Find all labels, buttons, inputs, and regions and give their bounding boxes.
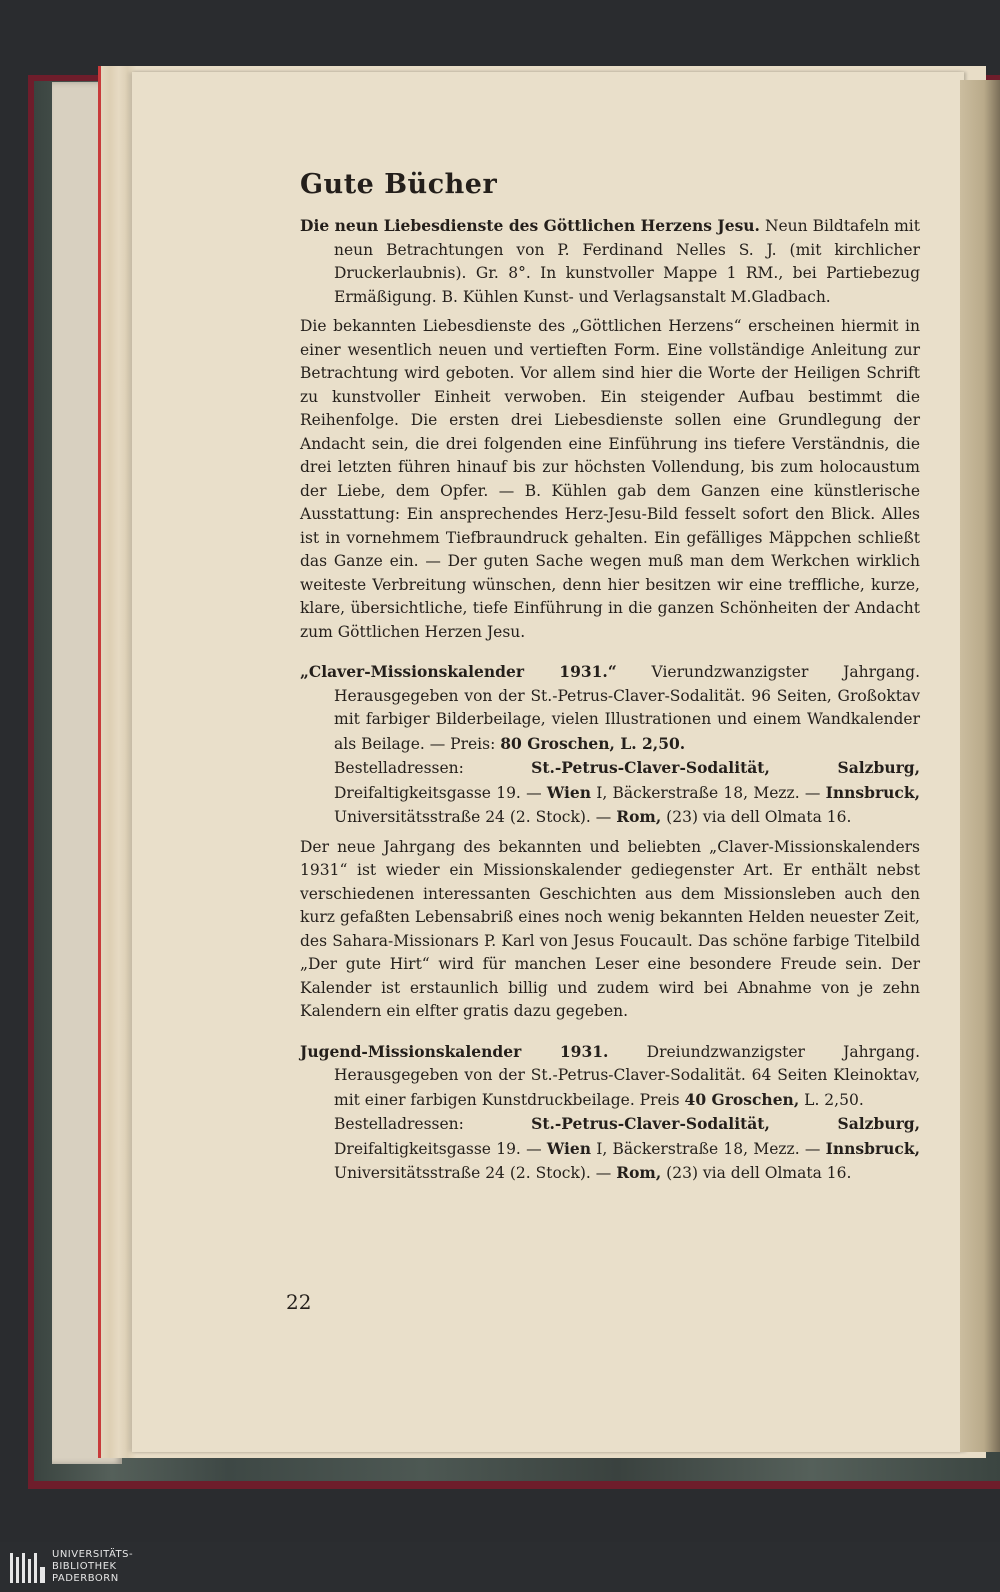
entry-1-details: Neun Bildtafeln mit neun Betrachtungen von P. Ferdinand Nelles S. J. (mit kirchlicher Druckerlaubnis). Gr. 8°. In kunstvoller Mappe 1 RM., bei Partiebezug Ermäßigung. B. Kühlen Kunst- und Verlagsanstalt M.Gladbach. bbox=[334, 217, 920, 306]
library-name-line-3: PADERBORN bbox=[52, 1573, 119, 1584]
entry-3-addr-wien: Wien bbox=[546, 1138, 591, 1158]
page-title: Gute Bücher bbox=[300, 169, 498, 200]
entry-3-addr-innsbruck: Innsbruck, bbox=[825, 1138, 920, 1158]
entry-3-addresses-label: Bestelladressen: bbox=[334, 1115, 464, 1133]
entry-3-title: Jugend-Missionskalender 1931. bbox=[300, 1041, 609, 1061]
entry-2-review: Der neue Jahrgang des bekannten und beliebten „Claver-Missionskalenders 1931“ ist wieder ein Missionskalender gediegenster Art. Er enthält nebst verschiedenen interessanten Geschichten aus dem Missionsleben auch den kurz gefaßten Lebensabriß eines noch wenig bekannten Helden neuester Zeit, des Sahara-Missionars P. Karl von Jesus Foucault. Das schöne farbige Titelbild „Der gute Hirt“ wird für manchen Leser eine besondere Freude sein. Der Kalender ist erstaunlich billig und zudem wird bei Abnahme von je zehn Kalendern ein elfter gratis dazu gegeben. bbox=[300, 837, 920, 1020]
entry-2-addr-3: Universitätsstraße 24 (2. Stock). — bbox=[334, 808, 612, 826]
entry-2-addr-rom: Rom, bbox=[616, 807, 662, 826]
entry-3-header bbox=[300, 1040, 920, 1113]
entry-3-addr-1: Dreifaltigkeitsgasse 19. — bbox=[334, 1139, 542, 1158]
entry-3-price: 40 Groschen, bbox=[684, 1089, 800, 1109]
entry-2-header bbox=[300, 660, 920, 756]
library-logo-icon bbox=[8, 1547, 48, 1587]
entry-2-addr-innsbruck: Innsbruck, bbox=[825, 782, 920, 802]
entry-2-addr-4: (23) via dell Olmata 16. bbox=[666, 808, 852, 826]
entry-2-addresses bbox=[300, 756, 920, 830]
page-number: 22 bbox=[286, 1290, 312, 1314]
entry-3-addr-4: (23) via dell Olmata 16. bbox=[666, 1164, 852, 1182]
page-text bbox=[300, 168, 920, 1186]
entry-2-addresses-label: Bestelladressen: bbox=[334, 759, 464, 777]
entry-3-addresses bbox=[300, 1112, 920, 1186]
entry-3-addr-2: I, Bäckerstraße 18, Mezz. — bbox=[596, 1139, 821, 1158]
entry-2-addr-1: Dreifaltigkeitsgasse 19. — bbox=[334, 783, 542, 802]
entry-2-addr-org: St.-Petrus-Claver-Sodalität, Salzburg, bbox=[531, 758, 920, 777]
entry-1-header bbox=[300, 214, 920, 309]
entry-1-review: Die bekannten Liebesdienste des „Göttlichen Herzens“ erscheinen hiermit in einer wesentlich neuen und vertieften Form. Eine vollständige Anleitung zur Betrachtung wird geboten. Vor allem sind hier die Worte der Heiligen Schrift zu kunstvoller Einheit verwoben. Ein steigender Aufbau bestimmt die Reihenfolge. Die ersten drei Liebesdienste sollen eine Grundlegung der Andacht sein, die drei folgenden eine Einführung ins tiefere Verständnis, die drei letzten führen hinauf bis zur höchsten Vollendung, bis zum holocaustum der Liebe, dem Opfer. — B. Kühlen gab dem Ganzen eine künstlerische Ausstattung: Ein ansprechendes Herz-Jesu-Bild fesselt sofort den Blick. Alles ist in vornehmem Tiefbraundruck gehalten. Ein gefälliges Mäppchen schließt das Ganze ein. — Der guten Sache wegen muß man dem Werkchen wirklich weiteste Verbreitung wünschen, denn hier besitzen wir eine treffliche, kurze, klare, übersichtliche, tiefe Einführung in die ganzen Schönheiten der Andacht zum Göttlichen Herzen Jesu. bbox=[300, 317, 920, 641]
library-name-line-2: BIBLIOTHEK bbox=[52, 1561, 117, 1572]
entry-2-details: Vierundzwanzigster Jahrgang. Herausgegeben von der St.-Petrus-Claver-Sodalität. 96 Seiten, Großoktav mit farbiger Bilderbeilage, vielen Illustrationen und einem Wandkalender als Beilage. — Preis: bbox=[334, 663, 920, 753]
entry-1-title: Die neun Liebesdienste des Göttlichen Herzens Jesu. bbox=[300, 216, 760, 235]
entry-3-price-lire: L. 2,50. bbox=[804, 1090, 864, 1109]
next-page-edge bbox=[960, 80, 1000, 1452]
entry-2-addr-2: I, Bäckerstraße 18, Mezz. — bbox=[596, 783, 821, 802]
entry-3-addr-org: St.-Petrus-Claver-Sodalität, Salzburg, bbox=[531, 1114, 920, 1133]
entry-3-addr-rom: Rom, bbox=[616, 1163, 662, 1182]
library-logo[interactable] bbox=[8, 1547, 208, 1587]
entry-2-addr-wien: Wien bbox=[546, 782, 591, 802]
entry-2-price: 80 Groschen, L. 2,50. bbox=[500, 733, 686, 753]
library-name bbox=[52, 1549, 133, 1585]
entry-3-details: Dreiundzwanzigster Jahrgang. Herausgegeben von der St.-Petrus-Claver-Sodalität. 64 Seiten Kleinoktav, mit einer farbigen Kunstdruckbeilage. Preis bbox=[334, 1042, 920, 1109]
entry-3-addr-3: Universitätsstraße 24 (2. Stock). — bbox=[334, 1164, 612, 1182]
entry-2-title: „Claver-Missionskalender 1931.“ bbox=[300, 662, 617, 681]
library-name-line-1: UNIVERSITÄTS- bbox=[52, 1549, 134, 1560]
